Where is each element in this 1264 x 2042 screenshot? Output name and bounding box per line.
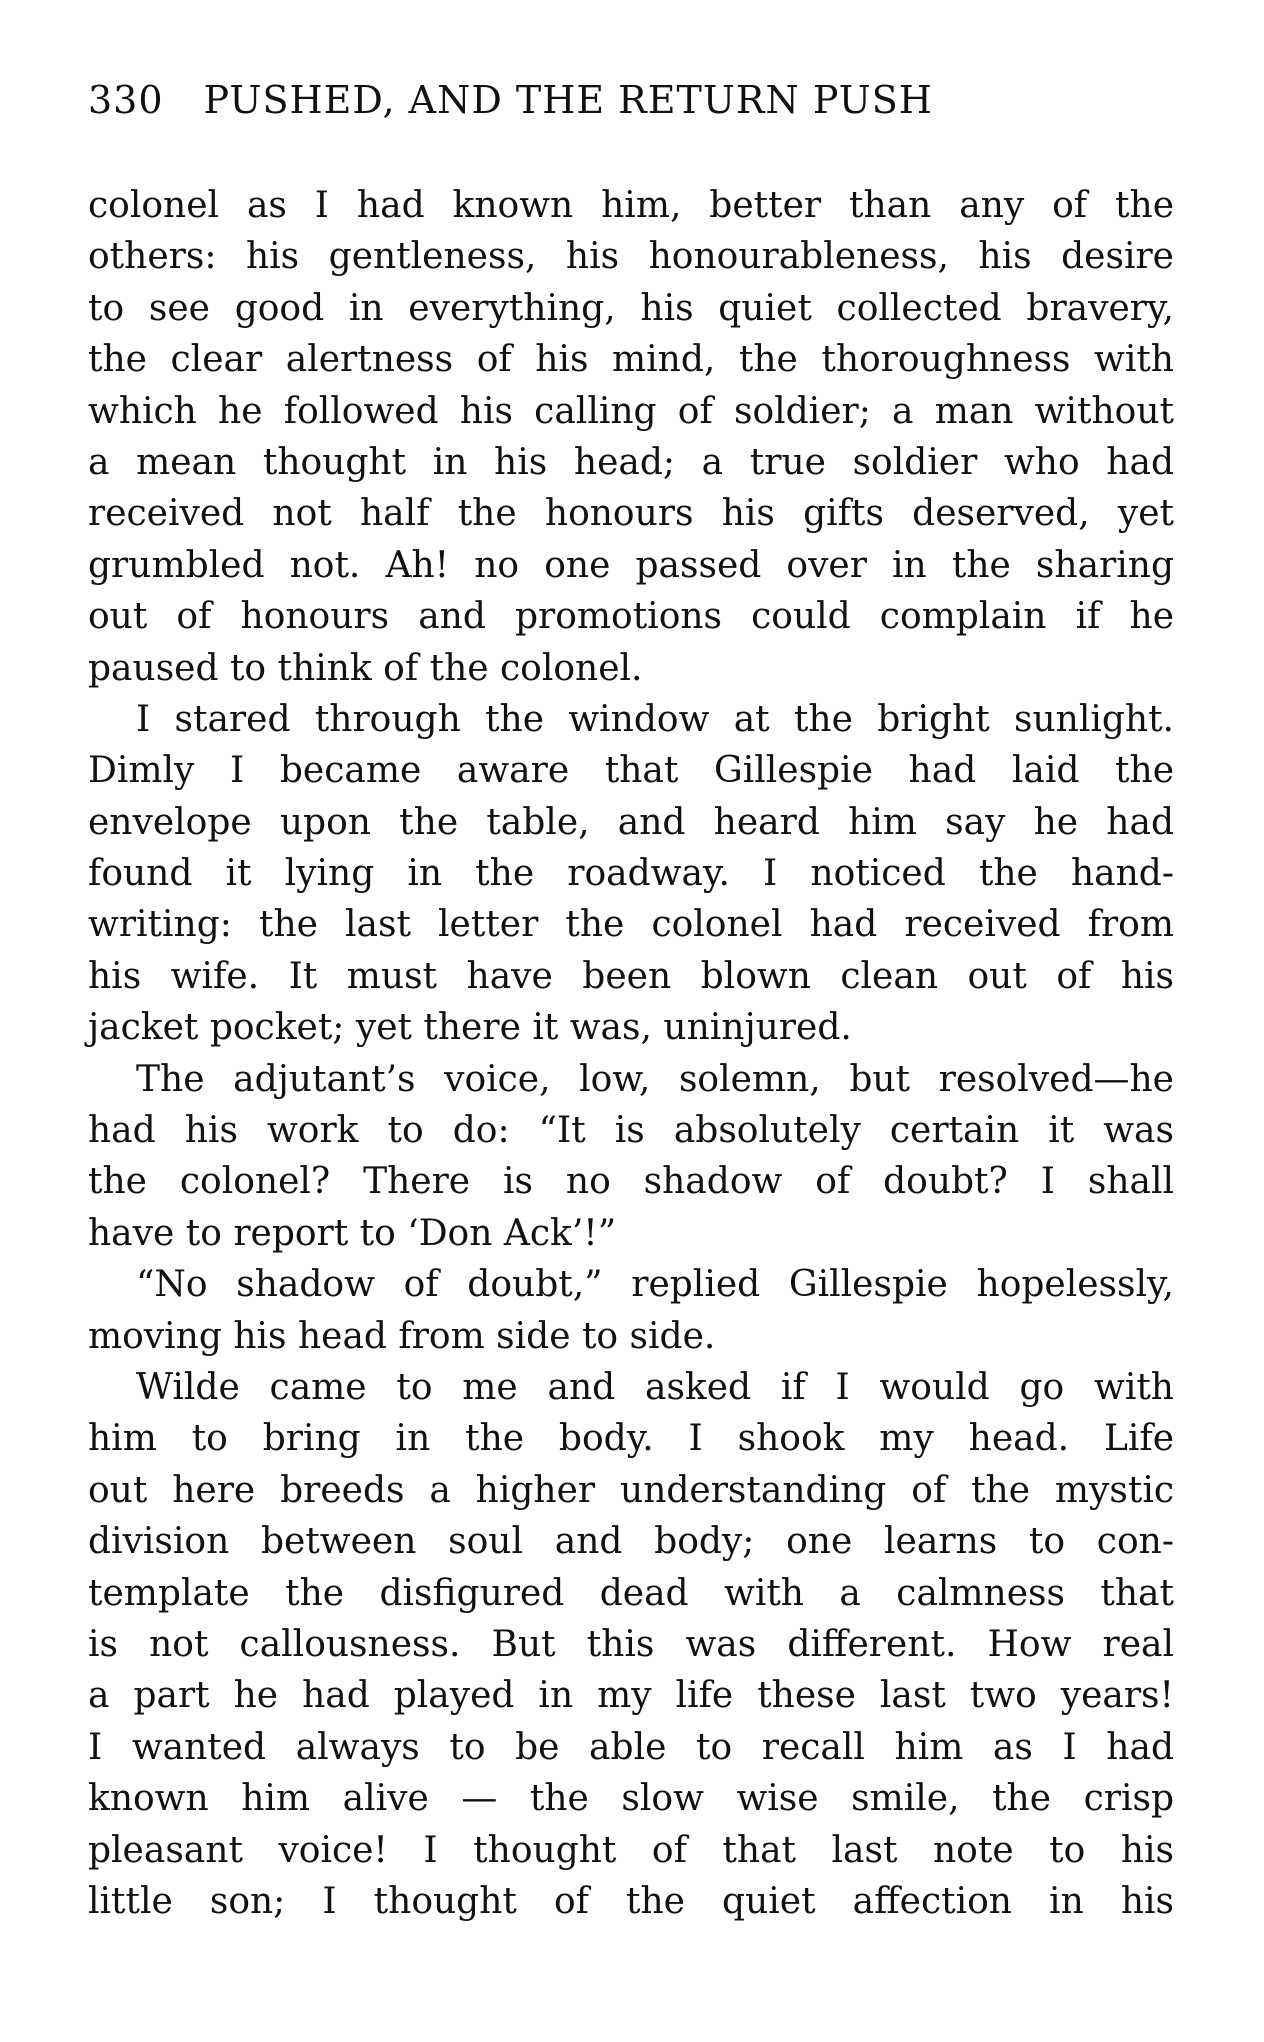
running-header bbox=[88, 78, 933, 122]
text-line: moving his head from side to side. bbox=[88, 1315, 716, 1357]
body-text bbox=[88, 180, 1174, 1927]
text-line: colonel as I had known him, better than any of the bbox=[88, 185, 1174, 226]
text-line: pleasant voice! I thought of that last note to his bbox=[88, 1829, 1174, 1871]
text-line: a mean thought in his head; a true soldier who had bbox=[88, 441, 1174, 483]
text-line: to see good in everything, his quiet collected bravery, bbox=[88, 287, 1174, 329]
text-line: out of honours and promotions could complain if he bbox=[88, 596, 1174, 638]
text-line: I stared through the window at the bright sunlight. bbox=[136, 698, 1174, 740]
text-line: others: his gentleness, his honourableness, his desire bbox=[88, 236, 1174, 278]
text-line: I wanted always to be able to recall him as I had bbox=[88, 1726, 1174, 1768]
running-title: PUSHED, AND THE RETURN PUSH bbox=[203, 78, 933, 122]
text-line: his wife. It must have been blown clean out of his bbox=[88, 955, 1174, 997]
text-line: envelope upon the table, and heard him say he had bbox=[88, 801, 1174, 843]
text-line: a part he had played in my life these last two years! bbox=[88, 1675, 1174, 1717]
text-line: paused to think of the colonel. bbox=[88, 647, 643, 689]
text-line: division between soul and body; one learns to con- bbox=[88, 1521, 1174, 1563]
text-line: the clear alertness of his mind, the thoroughness with bbox=[88, 339, 1174, 381]
text-line: had his work to do: “It is absolutely certain it was bbox=[88, 1110, 1174, 1152]
text-line: The adjutant’s voice, low, solemn, but resolved—he bbox=[136, 1058, 1174, 1100]
text-line: Dimly I became aware that Gillespie had laid the bbox=[88, 750, 1174, 792]
text-line: template the disfigured dead with a calmness that bbox=[88, 1572, 1174, 1614]
text-line: out here breeds a higher understanding of the mystic bbox=[88, 1469, 1174, 1511]
text-line: received not half the honours his gifts deserved, yet bbox=[88, 493, 1174, 535]
text-line: have to report to ‘Don Ack’!” bbox=[88, 1212, 617, 1254]
text-line: grumbled not. Ah! no one passed over in the sharing bbox=[88, 544, 1174, 586]
text-line: which he followed his calling of soldier; a man without bbox=[88, 390, 1174, 432]
text-line: jacket pocket; yet there it was, uninjured. bbox=[88, 1007, 852, 1049]
text-line: him to bring in the body. I shook my head. Life bbox=[88, 1418, 1174, 1460]
text-line: writing: the last letter the colonel had received from bbox=[88, 904, 1174, 946]
page-number: 330 bbox=[88, 78, 164, 122]
text-line: little son; I thought of the quiet affection in his bbox=[88, 1880, 1174, 1922]
text-line: known him alive — the slow wise smile, the crisp bbox=[88, 1778, 1174, 1820]
text-line: is not callousness. But this was different. How real bbox=[88, 1623, 1174, 1665]
text-line: Wilde came to me and asked if I would go with bbox=[136, 1366, 1174, 1408]
text-line: found it lying in the roadway. I noticed the hand- bbox=[88, 853, 1174, 895]
text-line: “No shadow of doubt,” replied Gillespie hopelessly, bbox=[136, 1264, 1174, 1306]
text-line: the colonel? There is no shadow of doubt? I shall bbox=[88, 1161, 1174, 1203]
